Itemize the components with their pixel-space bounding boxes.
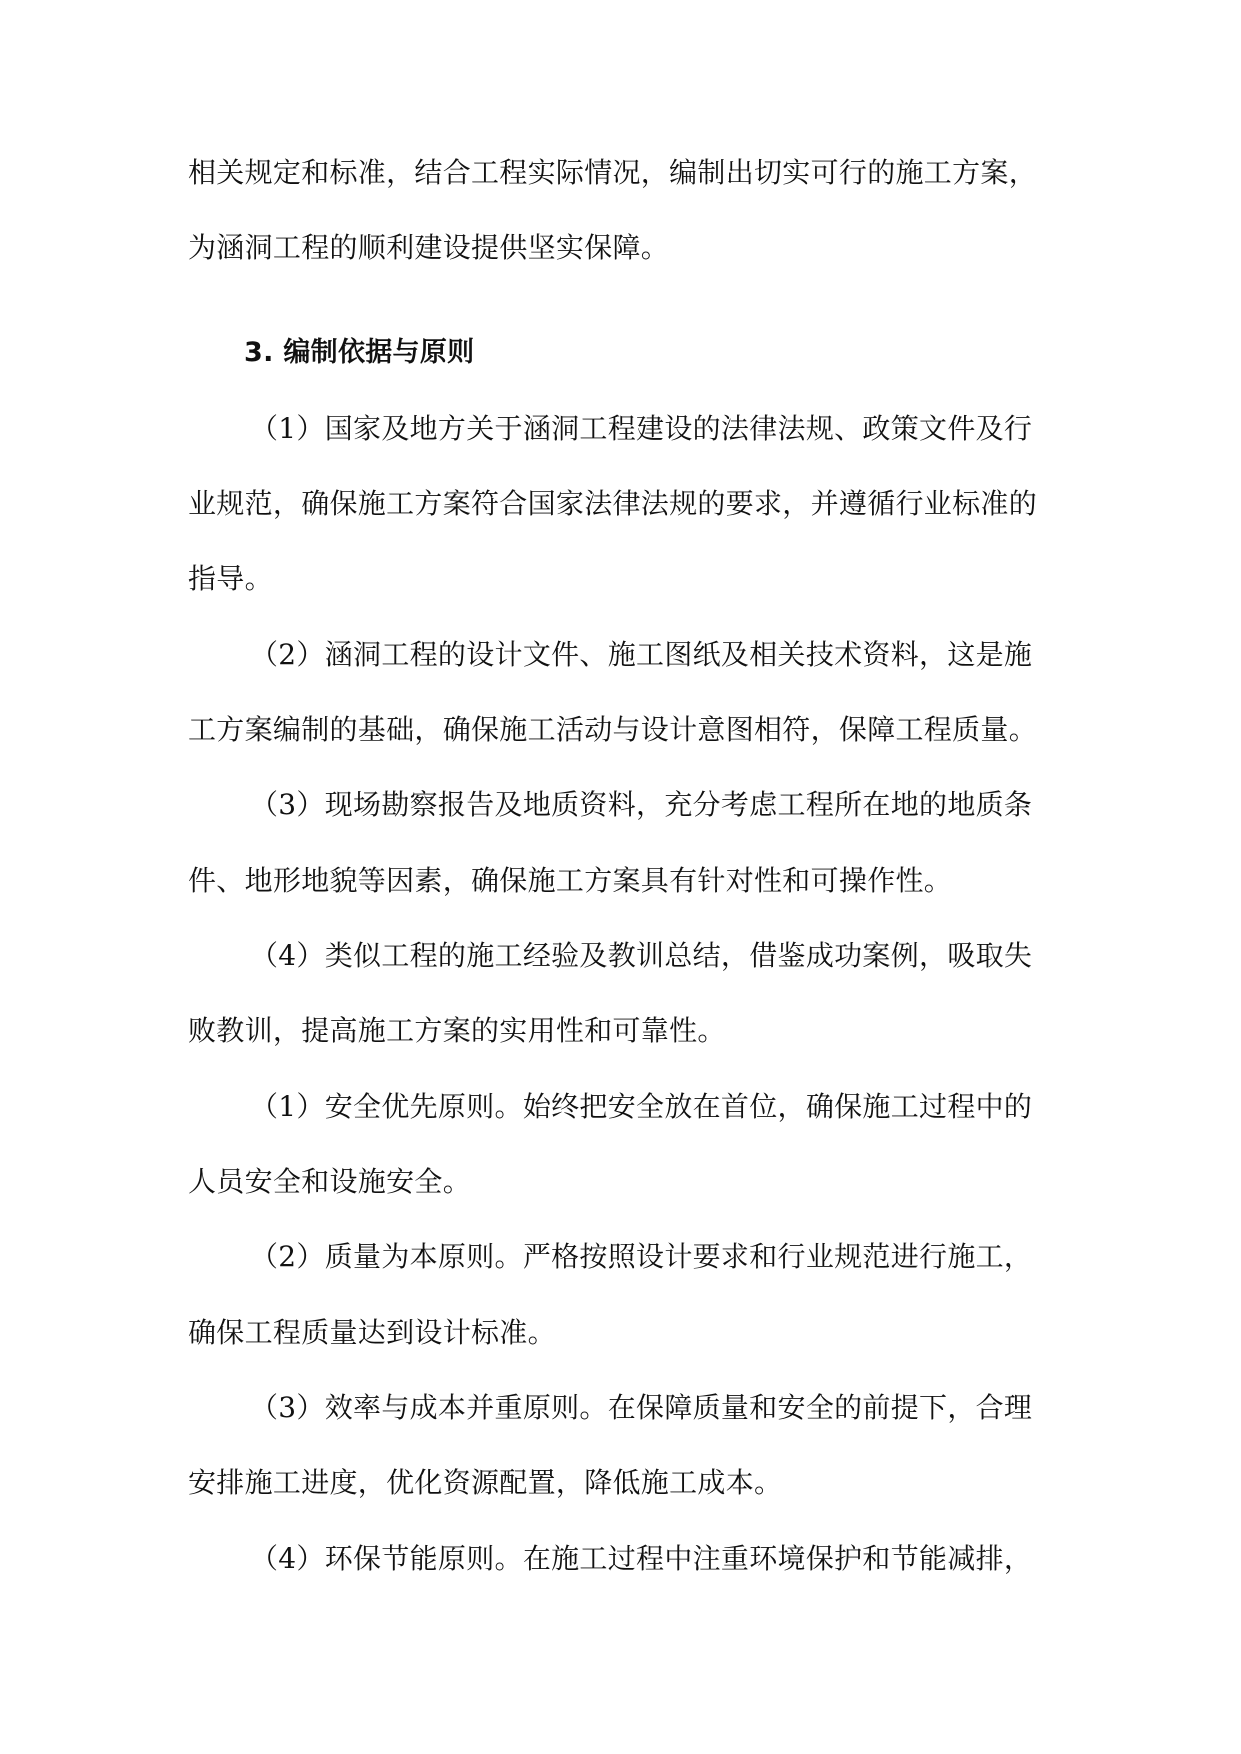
- text-line: （4）类似工程的施工经验及教训总结，借鉴成功案例，吸取失: [250, 939, 1033, 972]
- text-line: 件、地形地貌等因素，确保施工方案具有针对性和可操作性。: [188, 864, 953, 897]
- text-line: （3）现场勘察报告及地质资料，充分考虑工程所在地的地质条: [250, 788, 1033, 821]
- text-line: 业规范，确保施工方案符合国家法律法规的要求，并遵循行业标准的: [188, 487, 1038, 520]
- text-line: （1）国家及地方关于涵洞工程建设的法律法规、政策文件及行: [250, 412, 1033, 445]
- text-line: 为涵洞工程的顺利建设提供坚实保障。: [188, 231, 670, 264]
- text-line: （4）环保节能原则。在施工过程中注重环境保护和节能减排，: [250, 1542, 1033, 1575]
- text-line: 指导。: [188, 562, 273, 595]
- text-line: （1）安全优先原则。始终把安全放在首位，确保施工过程中的: [250, 1090, 1033, 1123]
- section-heading: 3. 编制依据与原则: [244, 337, 475, 368]
- text-line: 相关规定和标准，结合工程实际情况，编制出切实可行的施工方案，: [188, 156, 1038, 189]
- text-line: 败教训，提高施工方案的实用性和可靠性。: [188, 1014, 726, 1047]
- text-line: 工方案编制的基础，确保施工活动与设计意图相符，保障工程质量。: [188, 713, 1038, 746]
- text-line: （3）效率与成本并重原则。在保障质量和安全的前提下，合理: [250, 1391, 1033, 1424]
- text-line: 确保工程质量达到设计标准。: [188, 1316, 556, 1349]
- text-line: 安排施工进度，优化资源配置，降低施工成本。: [188, 1466, 783, 1499]
- text-line: （2）涵洞工程的设计文件、施工图纸及相关技术资料，这是施: [250, 638, 1033, 671]
- text-line: 人员安全和设施安全。: [188, 1165, 472, 1198]
- text-line: （2）质量为本原则。严格按照设计要求和行业规范进行施工，: [250, 1240, 1033, 1273]
